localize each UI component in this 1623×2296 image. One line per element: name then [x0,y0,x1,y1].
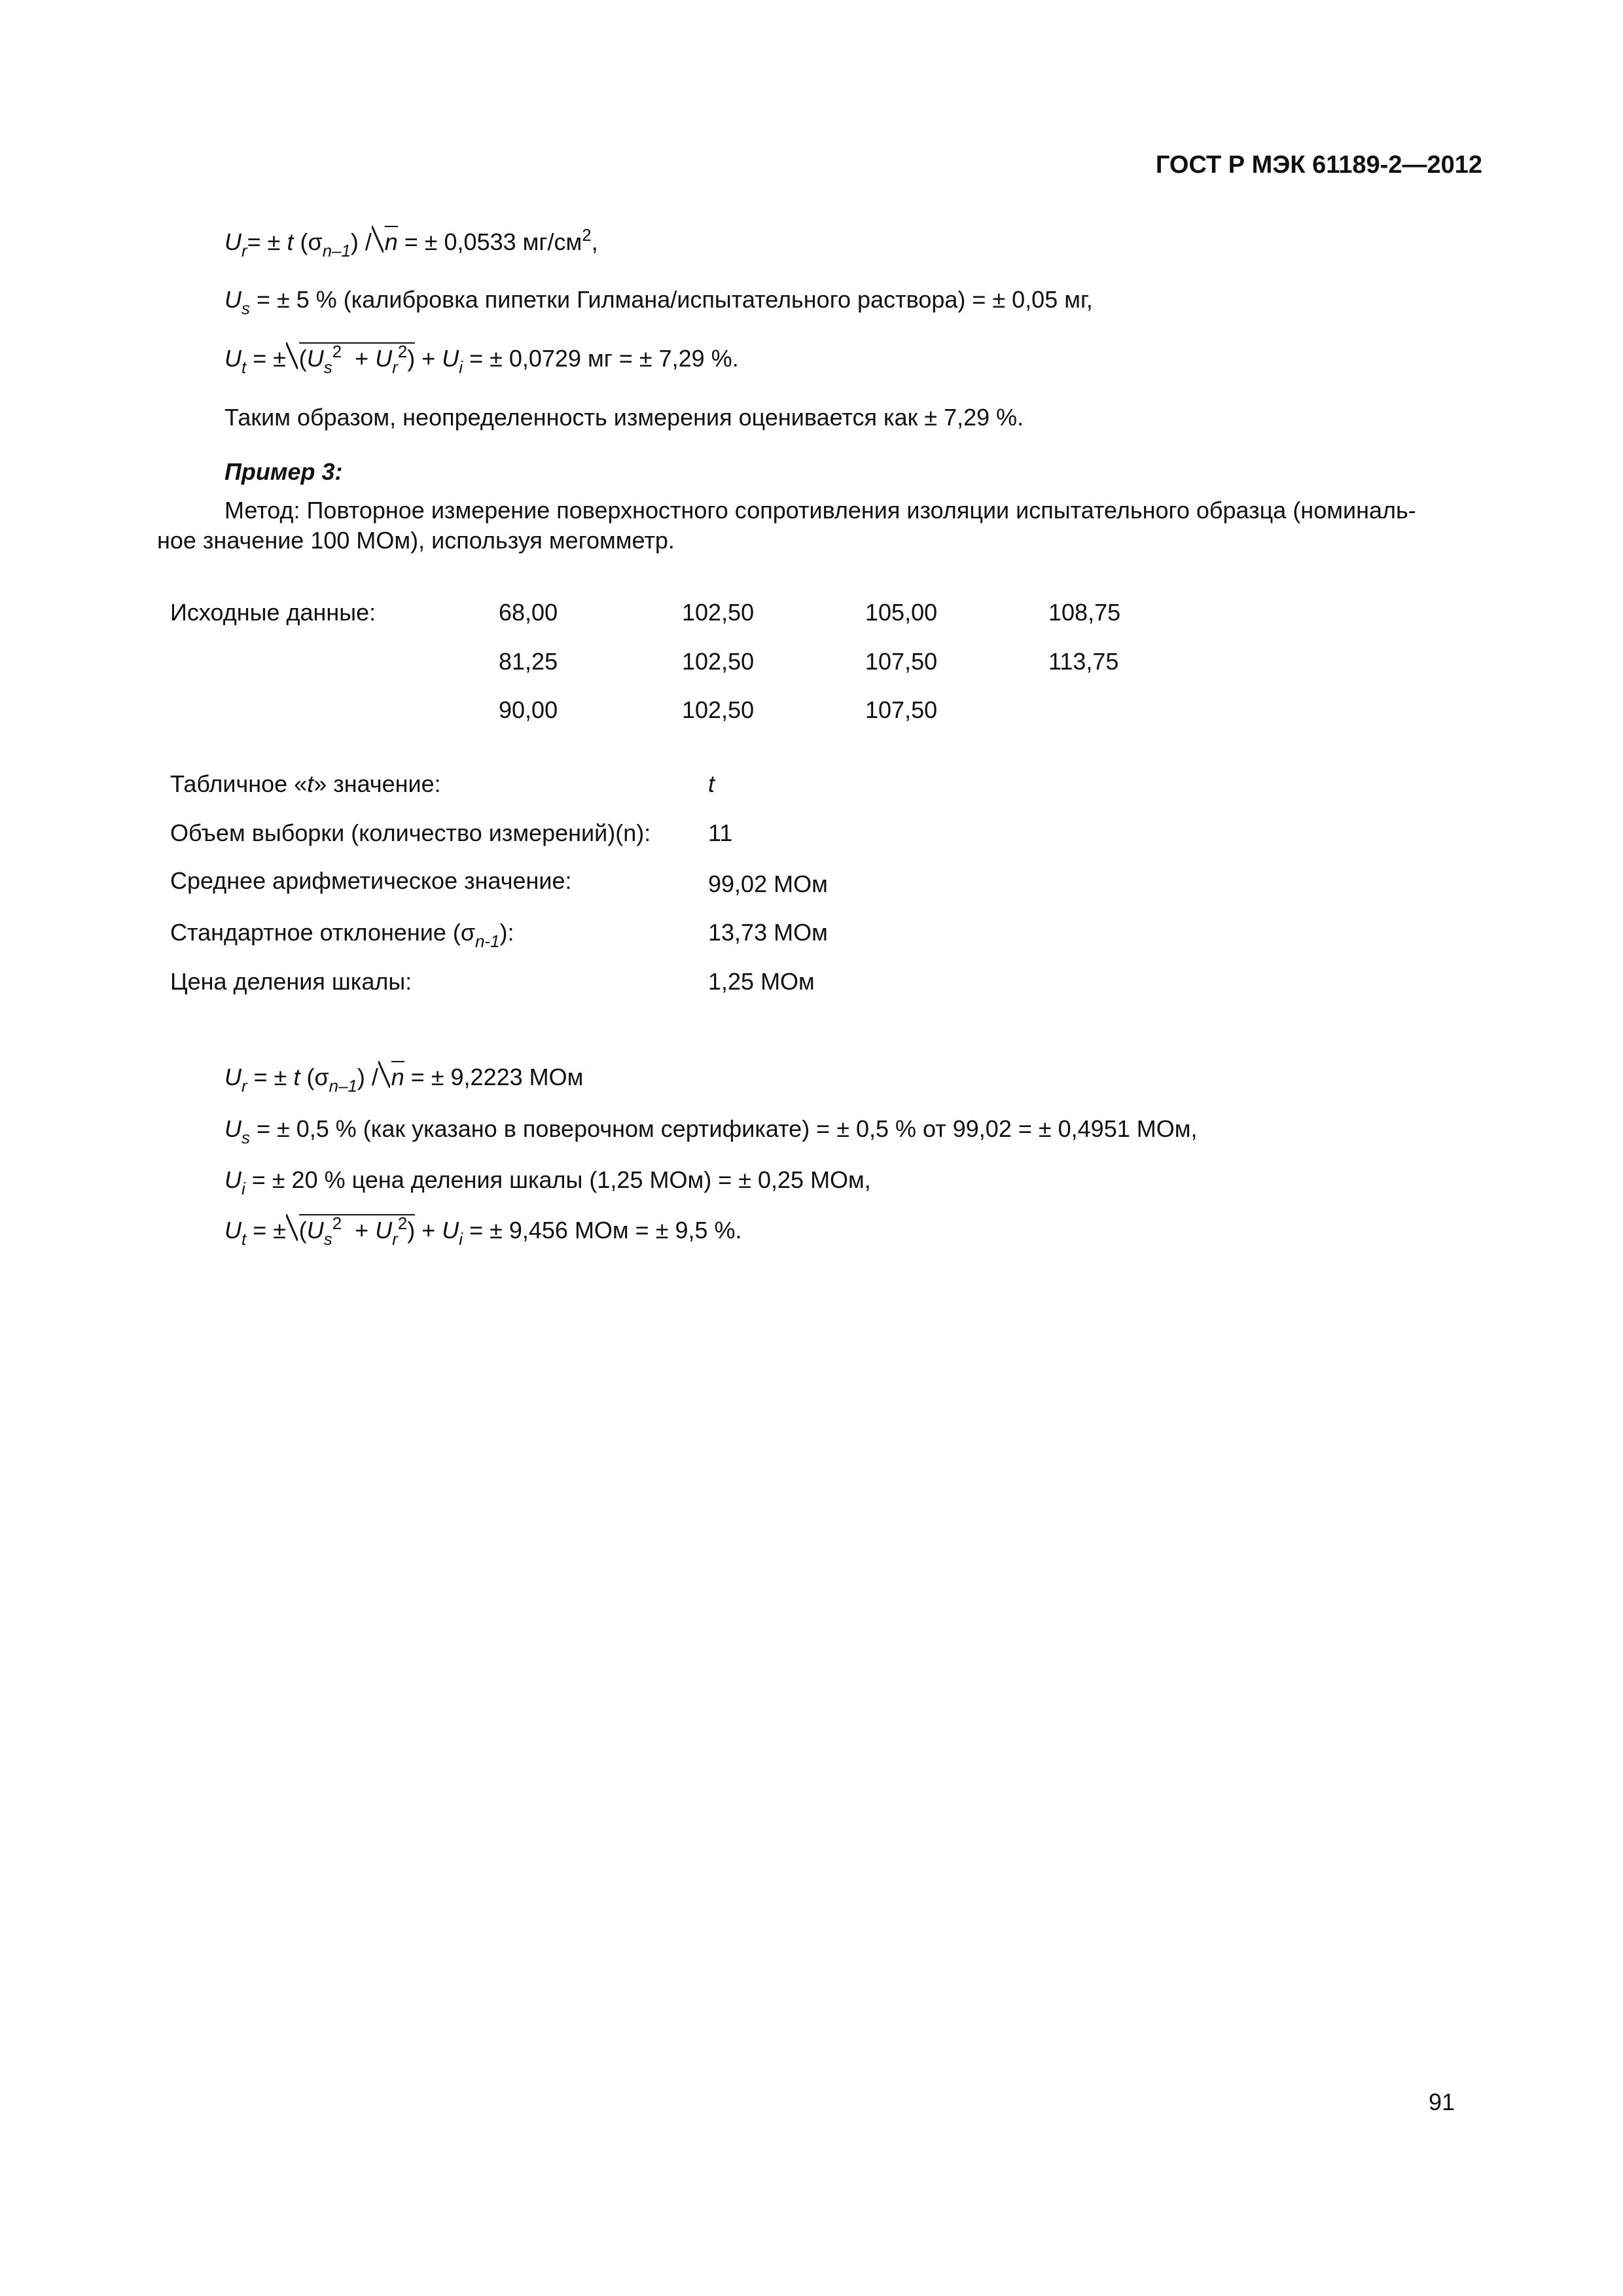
data-cell: 81,25 [499,648,558,675]
t-value-label: Табличное «t» значение: [170,770,441,797]
source-data-label: Исходные данные: [170,599,376,626]
std-dev-value: 13,73 МОм [708,919,828,946]
sample-size-label: Объем выборки (количество измерений)(n): [170,819,651,846]
method-line-1: Метод: Повторное измерение поверхностного сопротивления изоляции испытательного образца (номиналь- [224,497,1416,524]
formula-ut-1: $U_t$ = ± $(U_s^2 + U_r^2) + U_i$ = ± 0,0729 мг = ± 7,29 %. [224,342,739,377]
method-line-2: ное значение 100 МОм), используя мегомметр. [157,527,675,554]
formula-us-2: $U_s$ = ± 0,5 % (как указано в поверочном сертификате) = ± 0,5 % от 99,02 = ± 0,4951 МОм, [224,1115,1198,1147]
example-title: Пример 3: [224,458,343,485]
formula-ur-2: $U_r$ = ± t $(\sigma_{n-1})$ / n = ± 9,2223 МОм [224,1066,583,1089]
mean-value: 99,02 МОм [708,870,828,897]
data-cell: 102,50 [682,648,755,675]
t-value: t [708,770,715,797]
data-cell: 102,50 [682,696,755,723]
formula-ur-1: $U_r= \pm t$ $(\sigma_{n-1})$ / n = ± 0,0533 $мг/см^2$, [224,226,598,260]
conclusion-text: Таким образом, неопределенность измерения оценивается как ± 7,29 %. [224,404,1024,431]
data-cell: 107,50 [865,648,938,675]
data-cell: 102,50 [682,599,755,626]
data-cell: 107,50 [865,696,938,723]
formula-ui: $U_i$ = ± 20 % цена деления шкалы (1,25 МОм) = ± 0,25 МОм, [224,1166,871,1198]
data-cell: 108,75 [1048,599,1121,626]
formula-ut-2: $U_t$ = ± $(U_s^2 + U_r^2) + U_i$ = ± 9,456 МОм = ± 9,5 %. [224,1214,742,1249]
formula-us-1: $U_s$ = ± 5 % (калибровка пипетки Гилмана/испытательного раствора) = ± 0,05 мг, [224,286,1093,318]
data-cell: 90,00 [499,696,558,723]
document-header: ГОСТ Р МЭК 61189-2—2012 [1155,151,1482,179]
page-number: 91 [1429,2089,1455,2115]
scale-division-value: 1,25 МОм [708,968,815,995]
mean-label: Среднее арифметическое значение: [170,867,572,894]
data-cell: 105,00 [865,599,938,626]
scale-division-label: Цена деления шкалы: [170,968,412,995]
std-dev-label: Стандартное отклонение $(\sigma_{n-1})$: [170,919,514,951]
data-cell: 68,00 [499,599,558,626]
data-cell: 113,75 [1048,648,1119,675]
sample-size-value: 11 [708,819,733,846]
